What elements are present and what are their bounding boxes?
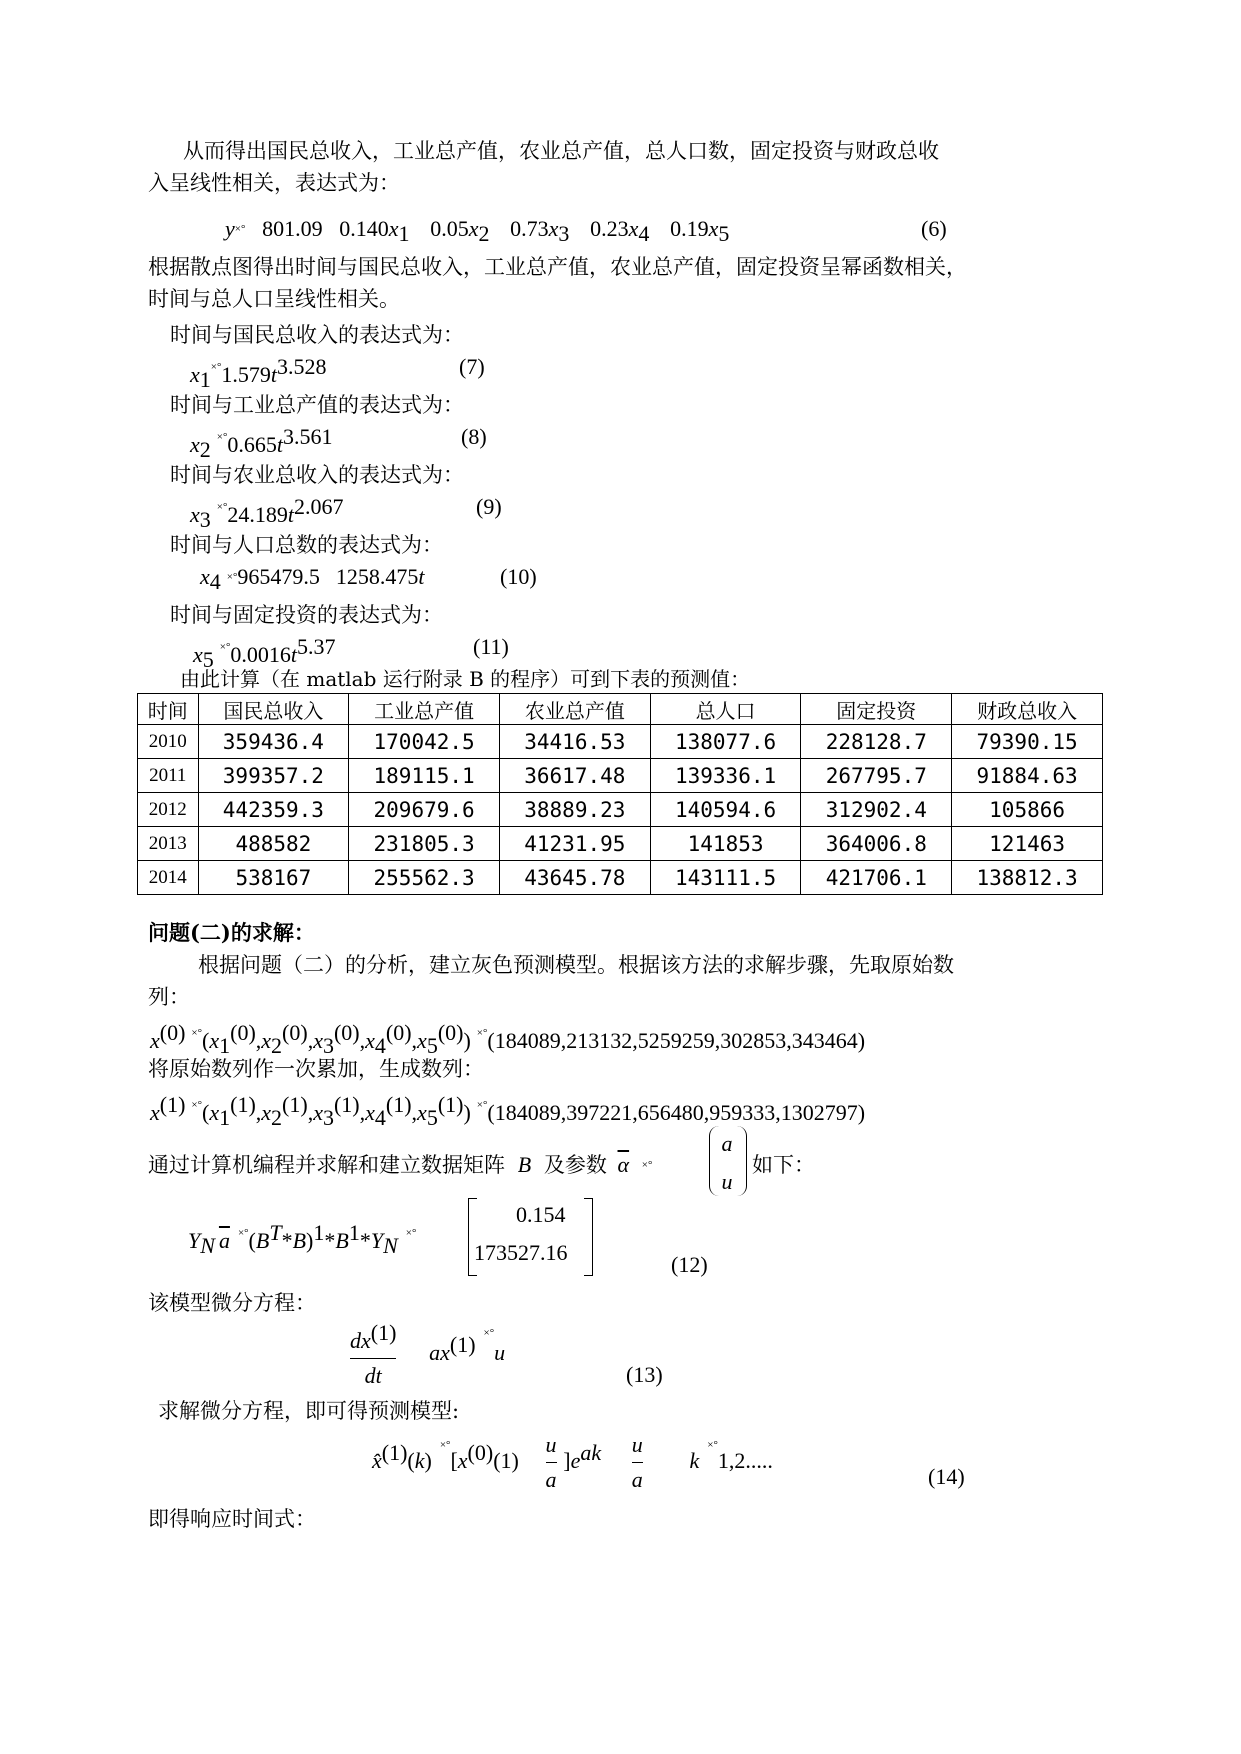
table-row [138,759,1103,793]
section2-para2: 将原始数列作一次累加，生成数列： [148,1057,484,1081]
table-cell: 105866 [952,793,1103,827]
section-heading: 问题(二)的求解： [148,920,315,945]
section2-para3-tail: 如下： [752,1153,815,1177]
table-cell: 267795.7 [801,759,952,793]
table-cell: 91884.63 [952,759,1103,793]
table-header-row [138,694,1103,725]
equation-number-7: (7) [459,354,485,379]
section2-para6: 即得响应时间式： [148,1507,316,1531]
table-row [138,725,1103,759]
header-cell: 国民总收入 [198,694,349,725]
table-cell: 79390.15 [952,725,1103,759]
param-vector-right-paren [736,1126,747,1196]
para2-line1: 根据散点图得出时间与国民总收入，工业总产值，农业总产值，固定投资呈幂函数相关， [148,255,967,279]
prediction-table [137,693,1103,895]
table-cell: 2011 [138,759,199,793]
equation-number-13: (13) [626,1362,663,1387]
header-cell: 财政总收入 [952,694,1103,725]
param-vector: a u [721,1131,733,1194]
eq7-caption: 时间与国民总收入的表达式为： [170,323,464,347]
table-cell: 2014 [138,861,199,895]
para1-line2: 入呈线性相关，表达式为： [148,171,400,195]
table-cell: 43645.78 [499,861,650,895]
section2-para4: 该模型微分方程： [148,1291,316,1315]
table-cell: 138077.6 [650,725,801,759]
table-cell: 121463 [952,827,1103,861]
header-cell: 时间 [138,694,199,725]
table-cell: 538167 [198,861,349,895]
equation-9: $x_3^{\times^\circ}24.189t^{2.067}$ [190,494,344,533]
table-cell: 141853 [650,827,801,861]
section2-para3: 通过计算机编程并求解和建立数据矩阵 B 及参数 $\overline{\alpha}$ ×° [148,1152,653,1177]
table-cell: 442359.3 [198,793,349,827]
equation-11: $x_5^{\times^\circ}0.0016t^{5.37}$ [193,634,336,673]
eq8-caption: 时间与工业总产值的表达式为： [170,393,464,417]
equation-6: y×° 801.09 $0.140x_1$ $0.05x_2$ $0.73x_3$ $0.23x_4$ $0.19x_5$ [225,216,730,247]
para2-line2: 时间与总人口呈线性相关。 [148,287,400,311]
equation-10: $x_4$ ×°965479.5 1258.475t [200,564,425,595]
matrix-bottom-value: 173527.16 [474,1240,568,1265]
section2-para5: 求解微分方程，即可得预测模型: [158,1399,460,1423]
equation-12: $Y_N$ $\overline{a}$ $^{\times^\circ}(B^T*B)^1*B^1*Y_N^{\times^\circ}$ [188,1220,417,1259]
header-cell: 工业总产值 [349,694,500,725]
table-cell: 140594.6 [650,793,801,827]
equation-14: $x̂^{(1)}(k)^{\times^\circ}[x^{(0)}(1)$ $\frac{u}{a}$ ]$e^{ak}$ $\frac{u}{a}$ k×°1,2..... [372,1428,773,1497]
equation-7: $x_1^{\times^\circ}1.579t^{3.528}$ [190,354,327,393]
table-cell: 38889.23 [499,793,650,827]
table-cell: 364006.8 [801,827,952,861]
eq9-caption: 时间与农业总收入的表达式为： [170,463,464,487]
equation-number-8: (8) [461,424,487,449]
equation-number-9: (9) [476,494,502,519]
matrix-right-bracket [584,1198,593,1276]
section2-para1-line2: 列： [148,985,190,1009]
table-row [138,827,1103,861]
header-cell: 固定投资 [801,694,952,725]
section2-para1-line1: 根据问题（二）的分析，建立灰色预测模型。根据该方法的求解步骤，先取原始数 [198,953,954,977]
equation-number-10: (10) [500,564,537,589]
equation-number-12: (12) [671,1252,708,1277]
table-cell: 228128.7 [801,725,952,759]
table-cell: 2010 [138,725,199,759]
table-caption: 由此计算（在 matlab 运行附录 B 的程序）可到下表的预测值： [180,667,751,691]
table-cell: 209679.6 [349,793,500,827]
equation-8: $x_2^{\times^\circ}0.665t^{3.561}$ [190,424,333,463]
table-cell: 421706.1 [801,861,952,895]
table-cell: 231805.3 [349,827,500,861]
matrix-top-value: 0.154 [516,1202,566,1227]
param-vector-left-paren [709,1126,720,1196]
table-cell: 41231.95 [499,827,650,861]
table-cell: 143111.5 [650,861,801,895]
table-cell: 139336.1 [650,759,801,793]
header-cell: 总人口 [650,694,801,725]
table-cell: 255562.3 [349,861,500,895]
table-row [138,793,1103,827]
table-cell: 36617.48 [499,759,650,793]
table-cell: 2012 [138,793,199,827]
table-cell: 2013 [138,827,199,861]
table-cell: 34416.53 [499,725,650,759]
header-cell: 农业总产值 [499,694,650,725]
equation-number-14: (14) [928,1464,965,1489]
table-cell: 312902.4 [801,793,952,827]
equation-x0: $x^{(0)}$ $^{\times^\circ}(x_1^{(0)},x_2^{(0)},x_3^{(0)},x_4^{(0)},x_5^{(0)})$ ×°(184089,213132,5259259,302853,343464) [150,1020,866,1059]
eq10-caption: 时间与人口总数的表达式为： [170,533,443,557]
table-cell: 138812.3 [952,861,1103,895]
table-cell: 359436.4 [198,725,349,759]
equation-number-11: (11) [473,634,509,659]
para1-line1: 从而得出国民总收入，工业总产值，农业总产值，总人口数，固定投资与财政总收 [183,139,939,163]
table-cell: 189115.1 [349,759,500,793]
table-row [138,861,1103,895]
equation-number-6: (6) [921,216,947,241]
table-cell: 170042.5 [349,725,500,759]
table-cell: 488582 [198,827,349,861]
equation-13: $\frac{dx^{(1)}}{dt}$ $ax^{(1)}$ ×°u [350,1316,505,1393]
table-cell: 399357.2 [198,759,349,793]
eq11-caption: 时间与固定投资的表达式为： [170,603,443,627]
equation-x1: $x^{(1)}$ $^{\times^\circ}(x_1^{(1)},x_2^{(1)},x_3^{(1)},x_4^{(1)},x_5^{(1)})$ ×°(184089,397221,656480,959333,1302797) [150,1092,866,1131]
